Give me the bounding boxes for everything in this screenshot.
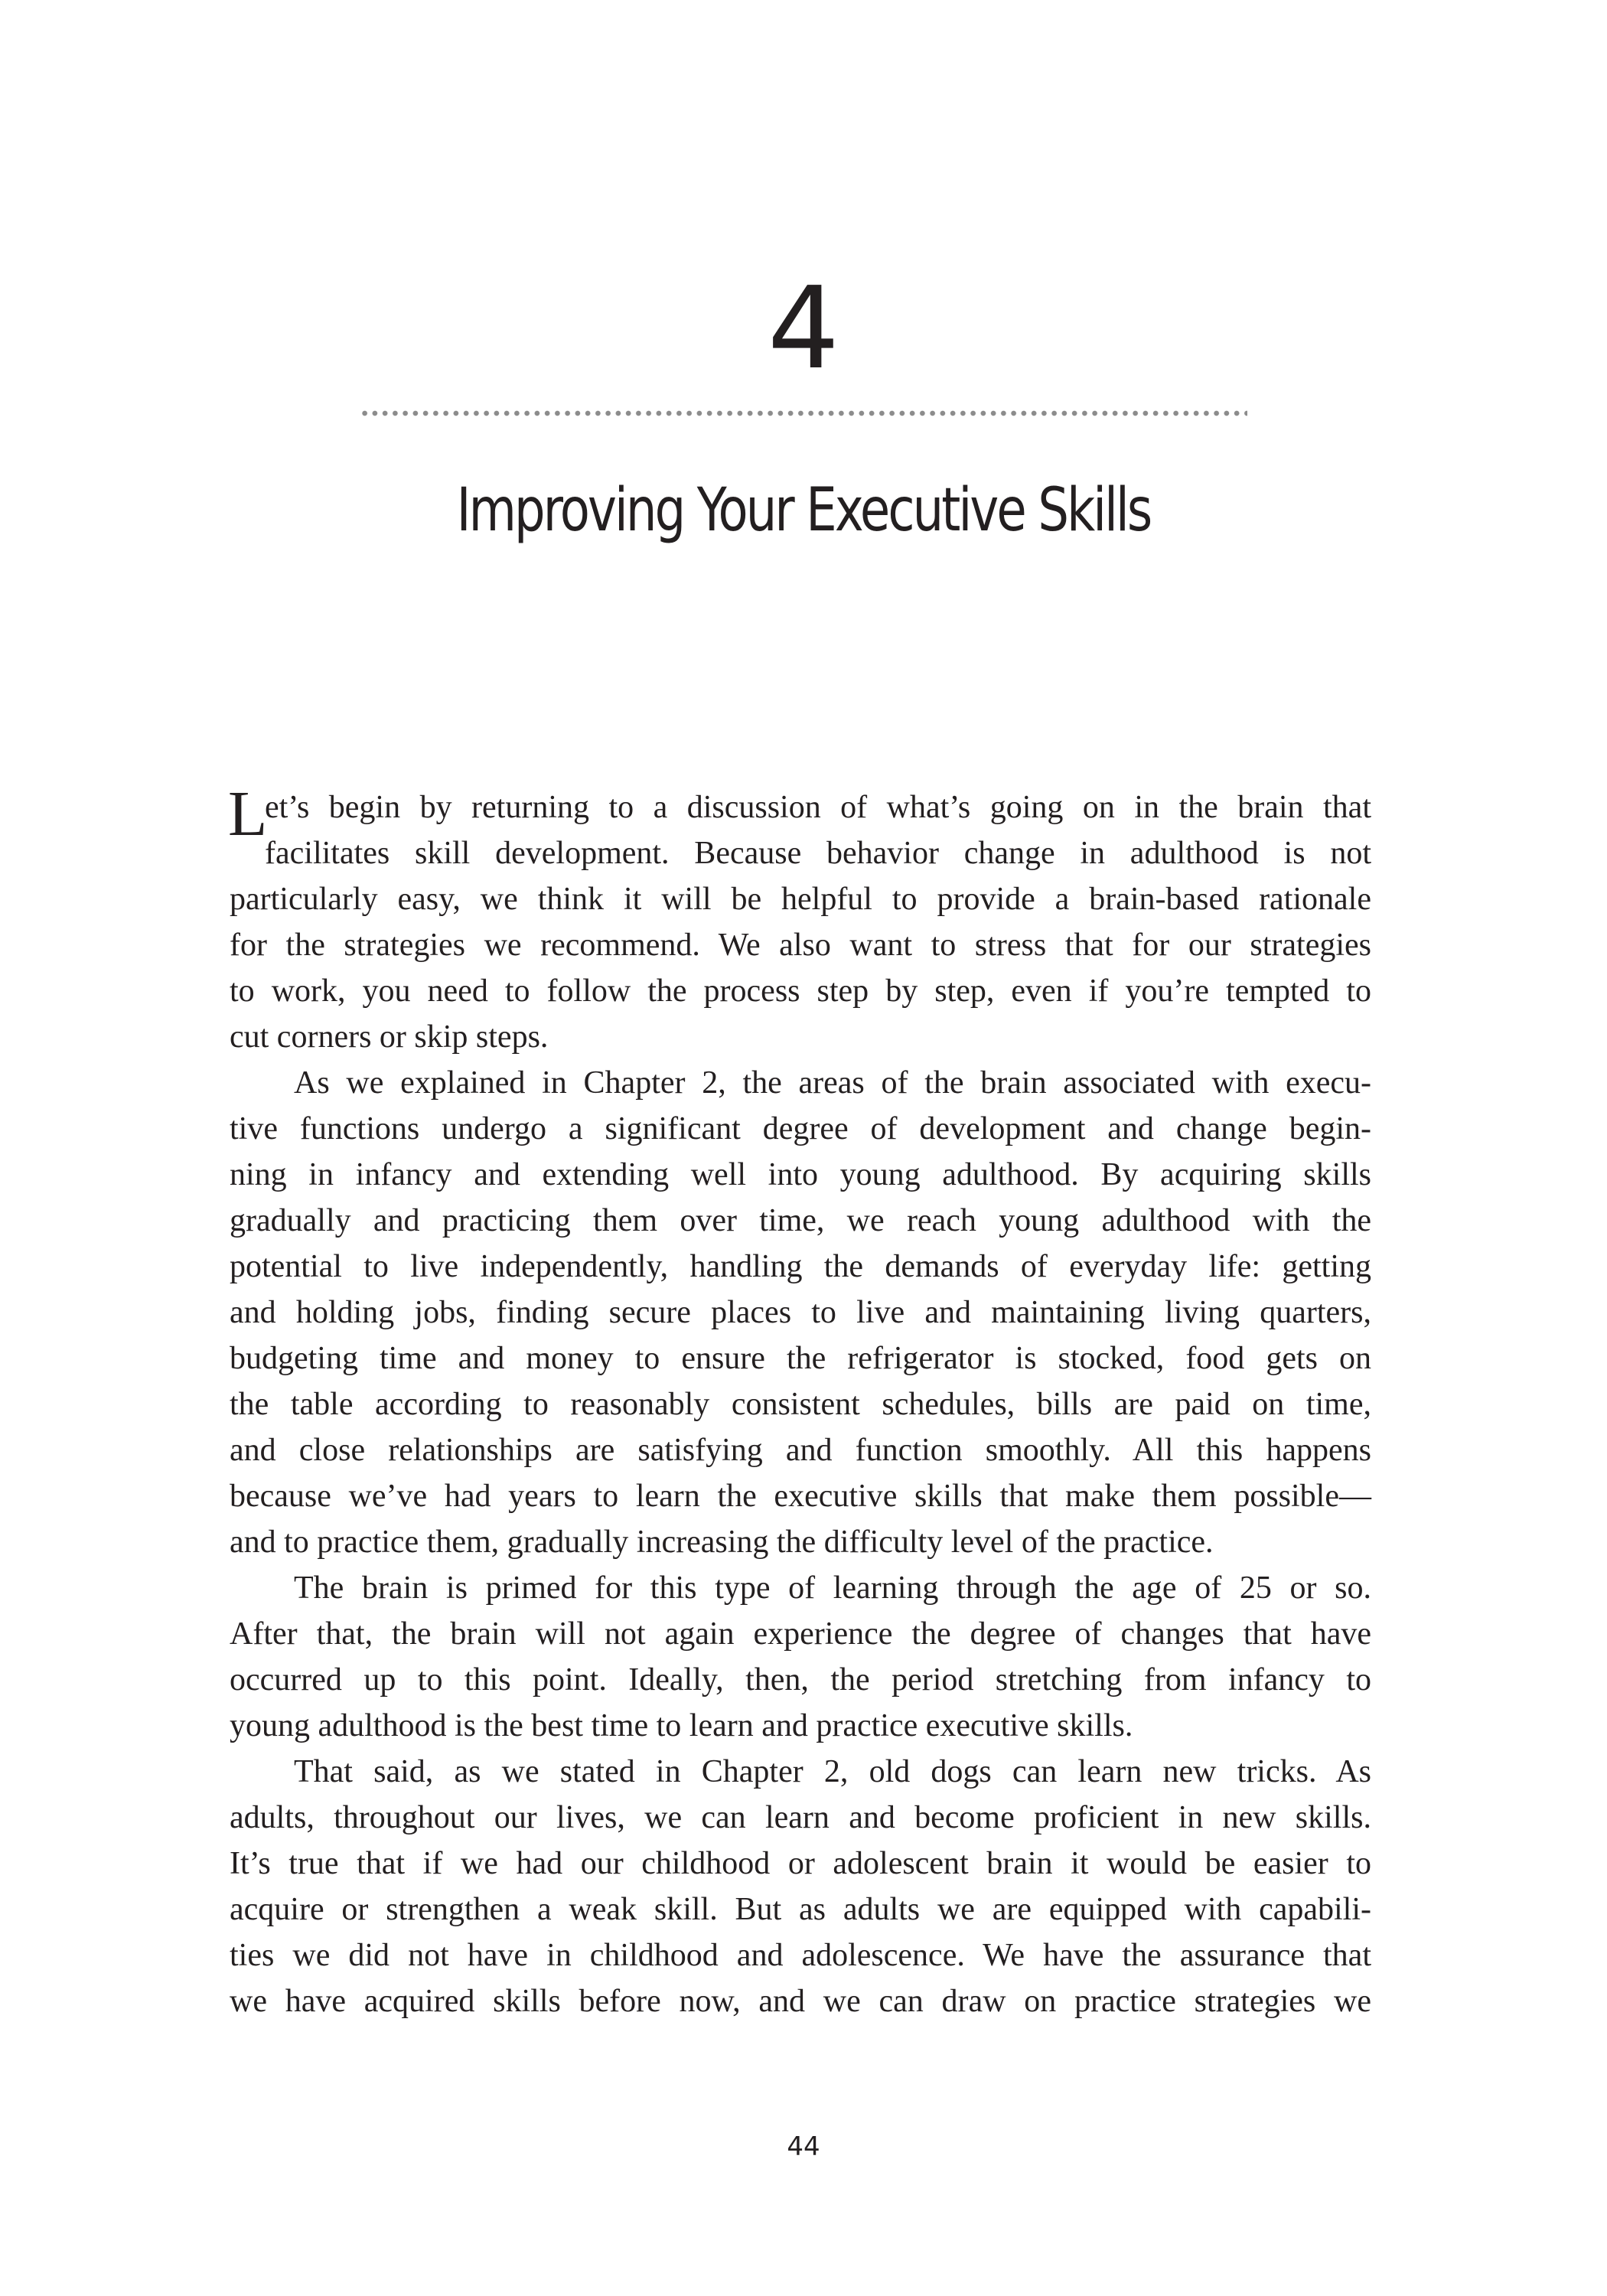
text-line: gradually and practicing them over time, we reach young adulthood with the bbox=[230, 1203, 1371, 1238]
text-line: That said, as we stated in Chapter 2, old dogs can learn new tricks. As bbox=[294, 1754, 1371, 1789]
text-line: the table according to reasonably consistent schedules, bills are paid on time, bbox=[230, 1387, 1371, 1422]
text-line: ties we did not have in childhood and adolescence. We have the assurance that bbox=[230, 1938, 1371, 1973]
text-line: young adulthood is the best time to learn and practice executive skills. bbox=[230, 1708, 1133, 1743]
text-line: and holding jobs, finding secure places to live and maintaining living quarters, bbox=[230, 1295, 1371, 1330]
text-line: and to practice them, gradually increasing the difficulty level of the practice. bbox=[230, 1525, 1214, 1560]
text-line: potential to live independently, handling the demands of everyday life: getting bbox=[230, 1249, 1371, 1284]
text-line: acquire or strengthen a weak skill. But as adults we are equipped with capabili- bbox=[230, 1892, 1371, 1927]
text-line: for the strategies we recommend. We also want to stress that for our strategies bbox=[230, 928, 1371, 963]
text-line: The brain is primed for this type of learning through the age of 25 or so. bbox=[294, 1570, 1371, 1606]
chapter-title: Improving Your Executive Skills bbox=[456, 476, 1151, 545]
text-line: adults, throughout our lives, we can learn and become proficient in new skills. bbox=[230, 1800, 1371, 1835]
text-line: facilitates skill development. Because behavior change in adulthood is not bbox=[265, 836, 1371, 871]
text-line: budgeting time and money to ensure the refrigerator is stocked, food gets on bbox=[230, 1341, 1371, 1376]
text-line: After that, the brain will not again experience the degree of changes that have bbox=[230, 1616, 1371, 1652]
text-line: because we’ve had years to learn the executive skills that make them possible— bbox=[230, 1479, 1371, 1514]
drop-cap: L bbox=[228, 778, 268, 850]
text-line: As we explained in Chapter 2, the areas of the brain associated with execu- bbox=[294, 1065, 1371, 1101]
text-line: particularly easy, we think it will be helpful to provide a brain-based rationale bbox=[230, 882, 1371, 917]
page-number: 44 bbox=[787, 2131, 820, 2162]
text-line: and close relationships are satisfying and function smoothly. All this happens bbox=[230, 1433, 1371, 1468]
text-line: tive functions undergo a significant degree of development and change begin- bbox=[230, 1111, 1371, 1146]
chapter-number: 4 bbox=[767, 263, 840, 394]
text-line: cut corners or skip steps. bbox=[230, 1019, 549, 1055]
text-line: It’s true that if we had our childhood or adolescent brain it would be easier to bbox=[230, 1846, 1371, 1881]
text-line: to work, you need to follow the process step by step, even if you’re tempted to bbox=[230, 974, 1371, 1009]
text-line: occurred up to this point. Ideally, then, the period stretching from infancy to bbox=[230, 1662, 1371, 1698]
text-line: ning in infancy and extending well into young adulthood. By acquiring skills bbox=[230, 1157, 1371, 1192]
text-line: we have acquired skills before now, and we can draw on practice strategies we bbox=[230, 1984, 1371, 2019]
text-line: et’s begin by returning to a discussion of what’s going on in the brain that bbox=[265, 790, 1371, 825]
